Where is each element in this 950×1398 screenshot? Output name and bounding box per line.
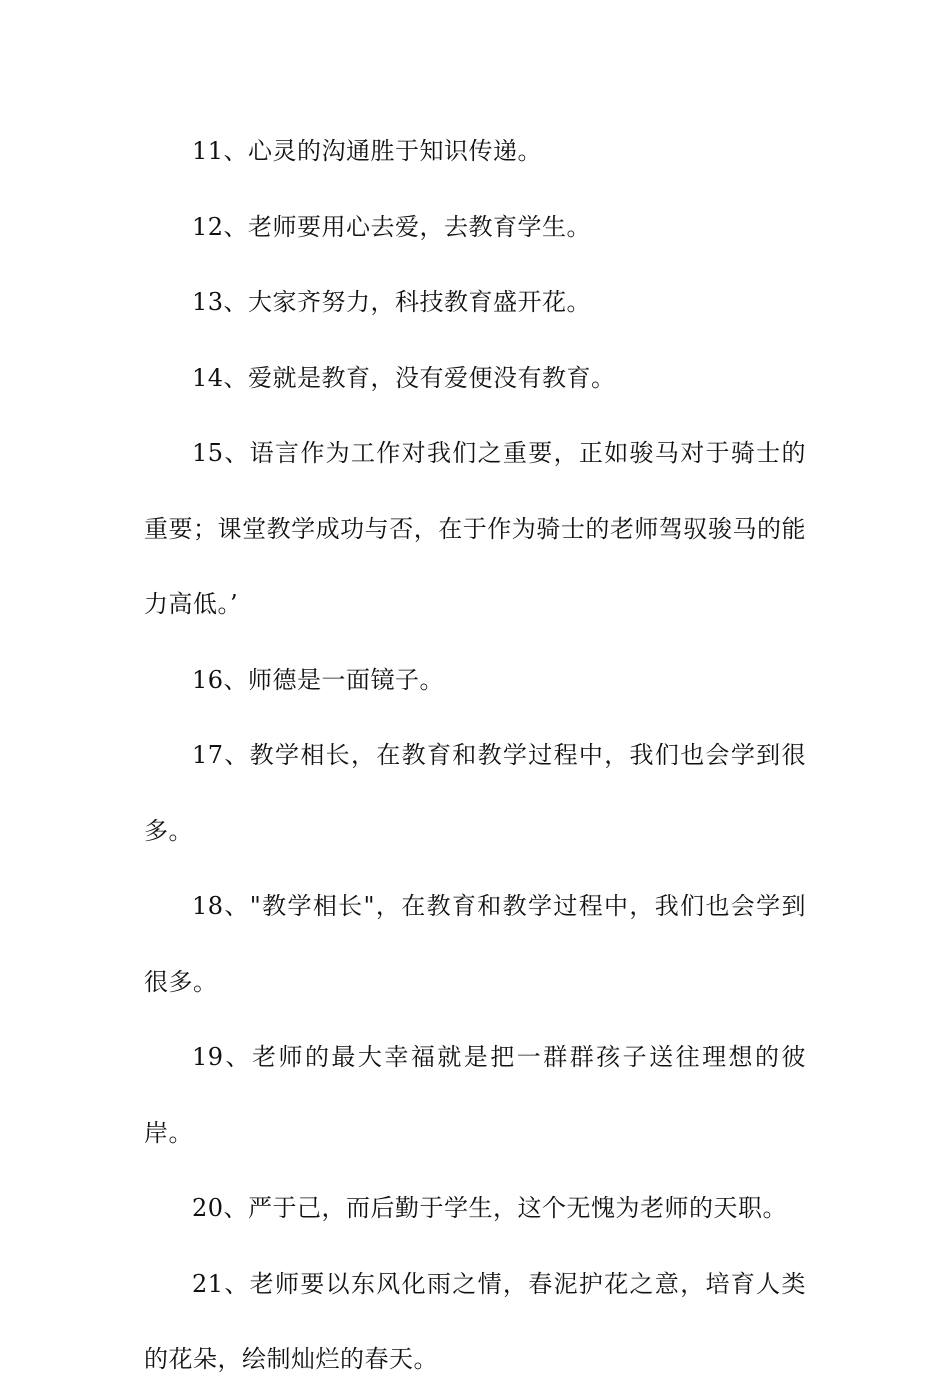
paragraph-12: 12、老师要用心去爱，去教育学生。: [192, 212, 592, 241]
paragraph-16: 16、师德是一面镜子。: [192, 665, 445, 694]
paragraph-20: 20、严于己，而后勤于学生，这个无愧为老师的天职。: [192, 1194, 788, 1222]
paragraph-15: 15、语言作为工作对我们之重要，正如骏马对于骑士的重要；课堂教学成功与否，在于作为骑士的老师驾驭骏马的能力高低。’: [144, 439, 806, 618]
paragraph-21: 21、老师要以东风化雨之情，春泥护花之意，培育人类的花朵，绘制灿烂的春天。: [144, 1269, 806, 1373]
paragraph-17: 17、教学相长，在教育和教学过程中，我们也会学到很多。: [144, 741, 806, 845]
document-body: [144, 114, 806, 1398]
paragraph-14: 14、爱就是教育，没有爱便没有教育。: [192, 363, 616, 392]
paragraph-18: 18、"教学相长"，在教育和教学过程中，我们也会学到很多。: [144, 892, 806, 996]
paragraph-11: 11、心灵的沟通胜于知识传递。: [192, 137, 543, 165]
paragraph-13: 13、大家齐努力，科技教育盛开花。: [192, 288, 592, 316]
paragraph-19: 19、老师的最大幸福就是把一群群孩子送往理想的彼岸。: [144, 1043, 806, 1147]
